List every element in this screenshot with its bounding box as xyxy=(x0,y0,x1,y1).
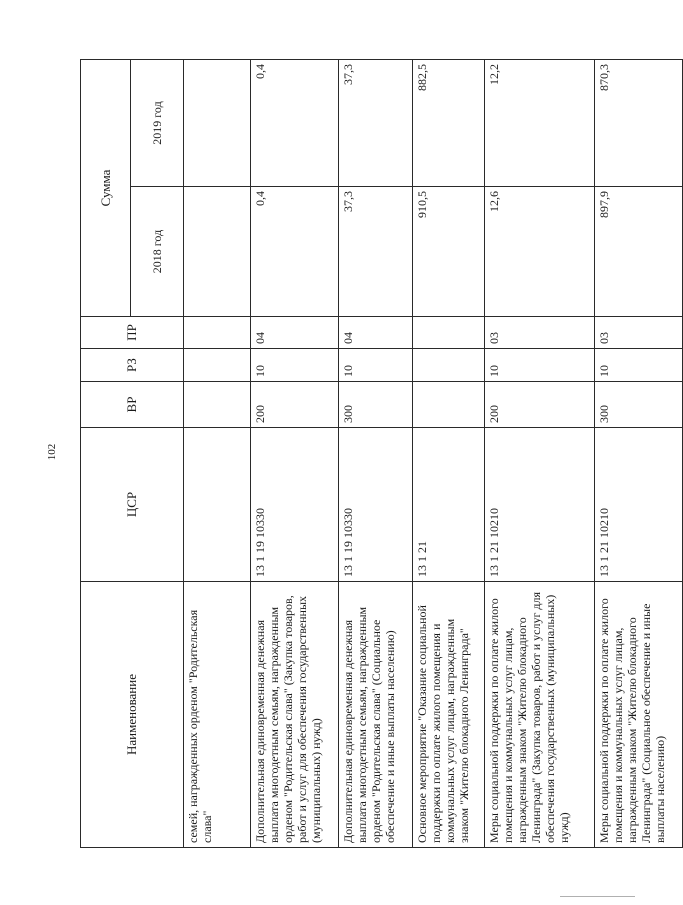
table-container xyxy=(80,60,667,848)
cell-2019: 882,5 xyxy=(413,60,485,187)
header-sum: Сумма xyxy=(81,60,131,317)
cell-2019: 870,3 xyxy=(595,60,683,187)
page-number: 102 xyxy=(46,443,58,461)
cell-pr xyxy=(413,317,485,349)
cell-rz: 10 xyxy=(251,349,339,382)
cell-csr: 13 1 21 10210 xyxy=(485,428,595,582)
cell-name: Дополнительная единовременная денежная выплата многодетным семьям, награжденным орденом "Родительская слава" (Закупка товаров, работ и услуг для обеспечения государственных (муниципальных) нужд) xyxy=(251,582,339,848)
cell-name: Основное мероприятие "Оказание социальной поддержки по оплате жилого помещения и коммунальных услуг лицам, награжденным знаком "Жителю блокадного Ленинграда" xyxy=(413,582,485,848)
cell-pr: 03 xyxy=(595,317,683,349)
header-pr: ПР xyxy=(81,317,184,349)
cell-name: Меры социальной поддержки по оплате жилого помещения и коммунальных услуг лицам, награжденным знаком "Жителю блокадного Ленинграда" (Социальное обеспечение и иные выплаты населению) xyxy=(595,582,683,848)
cell-rz: 10 xyxy=(595,349,683,382)
cell-vr xyxy=(184,382,251,428)
cell-csr: 13 1 19 10330 xyxy=(339,428,413,582)
table-row xyxy=(595,60,683,848)
cell-2018: 0,4 xyxy=(251,187,339,317)
cell-vr: 200 xyxy=(251,382,339,428)
cell-vr xyxy=(413,382,485,428)
header-2018: 2018 год xyxy=(131,187,184,317)
cell-name: Меры социальной поддержки по оплате жилого помещения и коммунальных услуг лицам, награжденным знаком "Жителю блокадного Ленинграда" (Закупка товаров, работ и услуг для обеспечения государственных (муниципальных) нужд) xyxy=(485,582,595,848)
cell-pr: 04 xyxy=(339,317,413,349)
cell-csr: 13 1 19 10330 xyxy=(251,428,339,582)
table-row xyxy=(413,60,485,848)
cell-2019 xyxy=(184,60,251,187)
cell-name: семей, награжденных орденом "Родительская слава" xyxy=(184,582,251,848)
cell-2019: 12,2 xyxy=(485,60,595,187)
rotated-table xyxy=(80,60,667,848)
cell-2018: 910,5 xyxy=(413,187,485,317)
cell-csr: 13 1 21 xyxy=(413,428,485,582)
cell-vr: 300 xyxy=(339,382,413,428)
header-2019: 2019 год xyxy=(131,60,184,187)
cell-csr xyxy=(184,428,251,582)
cell-rz: 10 xyxy=(339,349,413,382)
table-row xyxy=(339,60,413,848)
header-vr: ВР xyxy=(81,382,184,428)
cell-csr: 13 1 21 10210 xyxy=(595,428,683,582)
cell-2019: 0,4 xyxy=(251,60,339,187)
budget-table xyxy=(80,59,683,848)
table-row xyxy=(184,60,251,848)
cell-2018: 897,9 xyxy=(595,187,683,317)
cell-2018 xyxy=(184,187,251,317)
cell-vr: 300 xyxy=(595,382,683,428)
header-csr: ЦСР xyxy=(81,428,184,582)
cell-vr: 200 xyxy=(485,382,595,428)
cell-pr: 04 xyxy=(251,317,339,349)
table-row xyxy=(485,60,595,848)
cell-2018: 12,6 xyxy=(485,187,595,317)
cell-2019: 37,3 xyxy=(339,60,413,187)
cell-rz xyxy=(184,349,251,382)
cell-pr xyxy=(184,317,251,349)
cell-name: Дополнительная единовременная денежная выплата многодетным семьям, награжденным орденом "Родительская слава" (Социальное обеспечение и иные выплаты населению) xyxy=(339,582,413,848)
header-rz: РЗ xyxy=(81,349,184,382)
cell-2018: 37,3 xyxy=(339,187,413,317)
scan-edge-line xyxy=(560,896,635,897)
cell-rz xyxy=(413,349,485,382)
table-row xyxy=(251,60,339,848)
cell-rz: 10 xyxy=(485,349,595,382)
header-name: Наименование xyxy=(81,582,184,848)
cell-pr: 03 xyxy=(485,317,595,349)
